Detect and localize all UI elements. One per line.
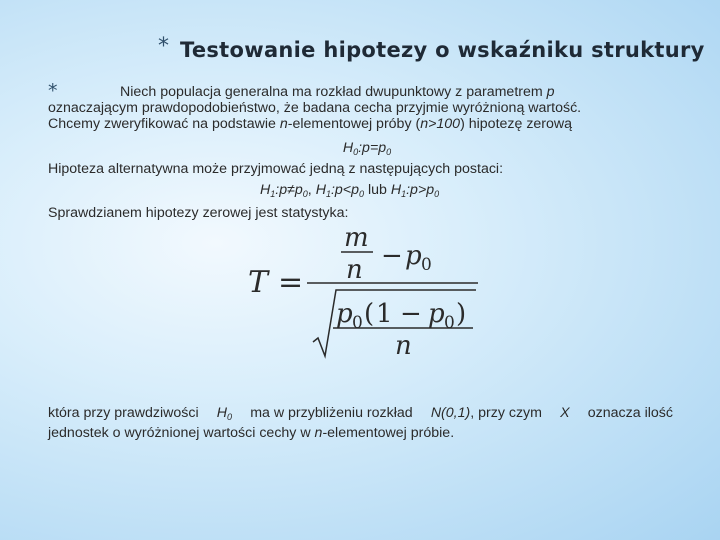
- body-bullet-asterisk: *: [48, 80, 58, 102]
- sample-size-n: n: [279, 116, 288, 132]
- h1a-body: :p≠p: [275, 182, 303, 198]
- intro-line-1-text: Niech populacja generalna ma rozkład dwupunktowy z parametrem: [120, 84, 543, 100]
- conclusion-h0-letter: H: [216, 405, 228, 421]
- h1c-body: :p>p: [406, 182, 435, 198]
- h1-separator: ,: [307, 182, 312, 198]
- conclusion-n: n: [314, 425, 323, 441]
- formula-minus: −: [381, 241, 403, 271]
- alternative-intro-text: Hipoteza alternatywna może przyjmować jedną z następujących postaci:: [48, 161, 504, 177]
- formula-p0-inner: p: [428, 299, 445, 329]
- h1-or: lub: [367, 182, 387, 198]
- h0-body: :p=p: [358, 140, 387, 156]
- conclusion-h0: [217, 405, 232, 425]
- formula-n-upper: n: [346, 255, 363, 285]
- conclusion-line-2-text-c: -elementowej próbie.: [322, 425, 455, 441]
- conclusion-paragraph: [48, 405, 673, 441]
- h1c: H: [390, 182, 402, 198]
- conclusion-line-2: [48, 425, 673, 441]
- slide-title: Testowanie hipotezy o wskaźniku struktury: [180, 38, 705, 62]
- h1c-sub: 1: [401, 189, 407, 199]
- h1b-body: :p<p: [330, 182, 359, 198]
- title-bullet-asterisk: *: [158, 34, 169, 59]
- intro-line-3-text-a: Chcemy zweryfikować na podstawie: [48, 116, 276, 132]
- conclusion-line-2-text-a: jednostek o wyróżnionej wartości cechy w: [48, 425, 311, 441]
- h1b-sub2: 0: [358, 189, 364, 199]
- formula-p0-inner-sub: 0: [444, 313, 455, 333]
- intro-line-3-text-e: ) hipotezę zerową: [460, 116, 573, 132]
- h1b: H: [315, 182, 326, 198]
- variable-X: X: [560, 405, 570, 421]
- formula-right-paren: ): [456, 299, 467, 329]
- formula-minus-radicand: −: [400, 299, 422, 329]
- formula-p0-numerator: p: [405, 241, 422, 271]
- formula-p0-radicand-sub: 0: [352, 313, 363, 333]
- conclusion-text-a: która przy prawdziwości: [48, 405, 199, 421]
- conclusion-text-g: oznacza ilość: [587, 405, 673, 421]
- intro-line-2: oznaczającym prawdopodobieństwo, że badana cecha przyjmie wyróżnioną wartość.: [48, 100, 582, 116]
- h1b-sub: 1: [325, 189, 331, 199]
- formula-T: T: [248, 265, 269, 300]
- normal-dist: N(0,1): [430, 405, 471, 421]
- h1a: H: [260, 182, 271, 198]
- h0-sub: 0: [353, 147, 359, 157]
- formula-one: 1: [376, 299, 393, 329]
- h0-letter: H: [342, 140, 354, 156]
- formula-p0-radicand: p: [336, 299, 353, 329]
- conclusion-line-1: [48, 405, 673, 425]
- statistic-intro-text: Sprawdzianem hipotezy zerowej jest statystyka:: [48, 205, 349, 221]
- conclusion-h0-sub: 0: [227, 412, 233, 422]
- h1a-sub2: 0: [302, 189, 308, 199]
- formula-equals: =: [278, 265, 304, 300]
- conclusion-text-c: ma w przybliżeniu rozkład: [250, 405, 413, 421]
- conclusion-text-e: , przy czym: [470, 405, 542, 421]
- h1c-sub2: 0: [434, 189, 440, 199]
- conclusion-dist: [431, 405, 542, 425]
- sample-condition: n>100: [420, 116, 461, 132]
- formula-p0-numerator-sub: 0: [421, 255, 432, 275]
- formula-m: m: [344, 223, 369, 253]
- h1a-sub: 1: [270, 189, 276, 199]
- formula-left-paren: (: [364, 299, 375, 329]
- formula-n-lower: n: [395, 331, 412, 361]
- intro-line-3-text-c: -elementowej próby (: [287, 116, 421, 132]
- param-p: p: [546, 84, 555, 100]
- h0-sub2: 0: [386, 147, 392, 157]
